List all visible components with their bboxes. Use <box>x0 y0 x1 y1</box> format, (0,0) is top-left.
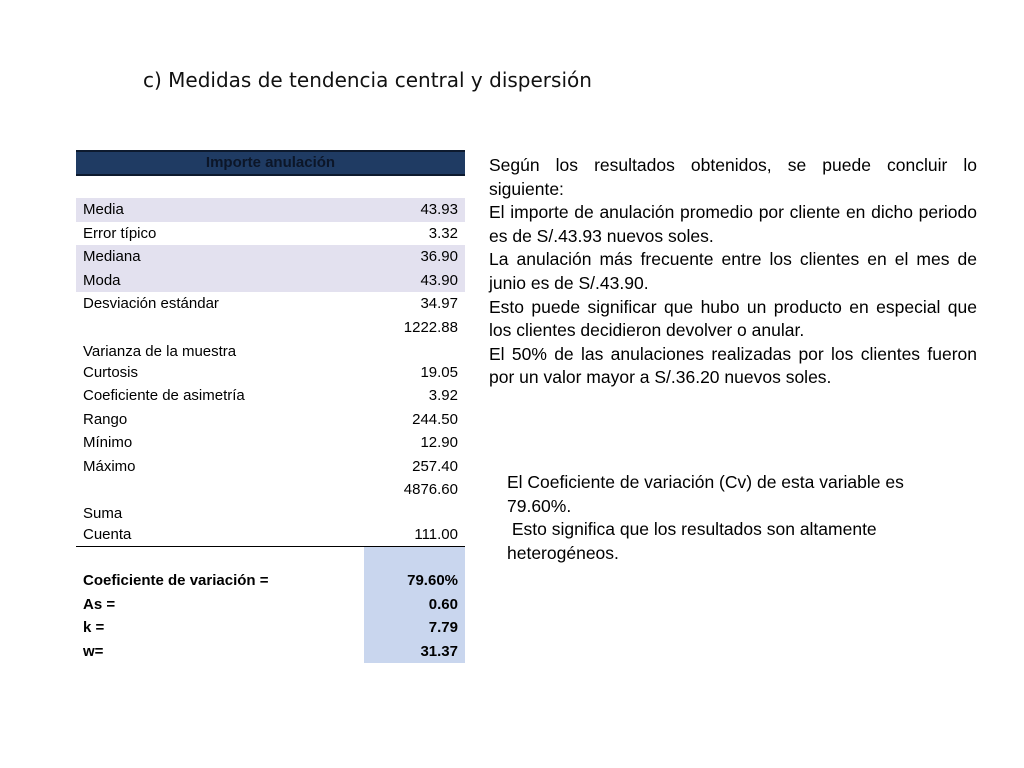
table-row-media <box>76 198 465 222</box>
conclusion-paragraph: Esto puede significar que hubo un producto en especial que los clientes decidieron devolver o anular. <box>489 296 977 341</box>
conclusion-text <box>489 154 977 390</box>
coef-spacer <box>76 547 465 569</box>
row-label: Cuenta <box>83 525 132 543</box>
coef-label: w= <box>83 642 104 660</box>
table-row-cuenta <box>76 523 465 547</box>
table-row-desviacion <box>76 292 465 316</box>
row-label: Suma <box>83 505 123 522</box>
row-value: 111.00 <box>414 525 458 543</box>
row-label: Máximo <box>83 457 136 475</box>
table-row-error-tipico <box>76 222 465 246</box>
row-label: Desviación estándar <box>83 295 219 313</box>
row-label: Error típico <box>83 224 157 242</box>
table-row-maximo <box>76 455 465 479</box>
table-spacer <box>76 176 465 198</box>
variation-paragraph: El Coeficiente de variación (Cv) de esta variable es 79.60%. <box>507 472 904 516</box>
coef-value: 31.37 <box>364 640 465 664</box>
row-label: Varianza de la muestra <box>83 342 237 360</box>
table-row-curtosis <box>76 361 465 385</box>
page-title: c) Medidas de tendencia central y dispersión <box>143 68 592 92</box>
variation-paragraph: Esto significa que los resultados son altamente heterogéneos. <box>507 519 882 563</box>
row-value: 12.90 <box>420 434 458 452</box>
row-label: Mínimo <box>83 434 133 452</box>
table-row-asimetria <box>76 384 465 408</box>
row-label: Media <box>83 201 124 219</box>
conclusion-paragraph: La anulación más frecuente entre los clientes en el mes de junio es de S/.43.90. <box>489 249 977 293</box>
coef-row-as <box>76 593 465 617</box>
stats-table <box>76 150 465 547</box>
row-value: 19.05 <box>420 363 458 381</box>
coef-value: 0.60 <box>364 593 465 617</box>
table-row-moda <box>76 269 465 293</box>
coefficients-table <box>76 547 465 663</box>
row-value: 43.90 <box>420 271 458 289</box>
row-label: Rango <box>83 410 128 428</box>
coef-row-k <box>76 616 465 640</box>
row-value: 257.40 <box>412 457 458 475</box>
conclusion-paragraph: El 50% de las anulaciones realizadas por los clientes fueron por un valor mayor a S/.36.20 nuevos soles. <box>489 343 977 388</box>
row-value: 3.92 <box>428 387 458 405</box>
row-label: Curtosis <box>83 363 139 381</box>
row-value: 244.50 <box>412 410 458 428</box>
row-value: 36.90 <box>420 248 458 266</box>
table-row-rango <box>76 408 465 432</box>
row-value: 3.32 <box>428 224 458 242</box>
row-value: 4876.60 <box>403 481 458 498</box>
coef-row-cv <box>76 569 465 593</box>
conclusion-paragraph: El importe de anulación promedio por cliente en dicho periodo es de S/.43.93 nuevos soles. <box>489 202 977 246</box>
row-value: 34.97 <box>420 295 458 313</box>
table-row-suma <box>76 478 465 523</box>
row-label: Moda <box>83 271 121 289</box>
coef-row-w <box>76 640 465 664</box>
coef-label: Coeficiente de variación = <box>83 572 269 589</box>
table-row-minimo <box>76 431 465 455</box>
table-row-mediana <box>76 245 465 269</box>
row-value: 1222.88 <box>403 318 458 336</box>
table-row-varianza <box>76 316 465 361</box>
row-value: 43.93 <box>420 201 458 219</box>
coef-label: k = <box>83 619 105 636</box>
table-header: Importe anulación <box>76 150 465 176</box>
row-label: Mediana <box>83 248 141 266</box>
coef-label: As = <box>83 595 116 613</box>
coef-value: 7.79 <box>364 616 465 640</box>
coef-value: 79.60% <box>364 569 465 593</box>
variation-text <box>507 471 967 565</box>
row-label: Coeficiente de asimetría <box>83 387 245 405</box>
conclusion-paragraph: Según los resultados obtenidos, se puede concluir lo siguiente: <box>489 155 977 199</box>
